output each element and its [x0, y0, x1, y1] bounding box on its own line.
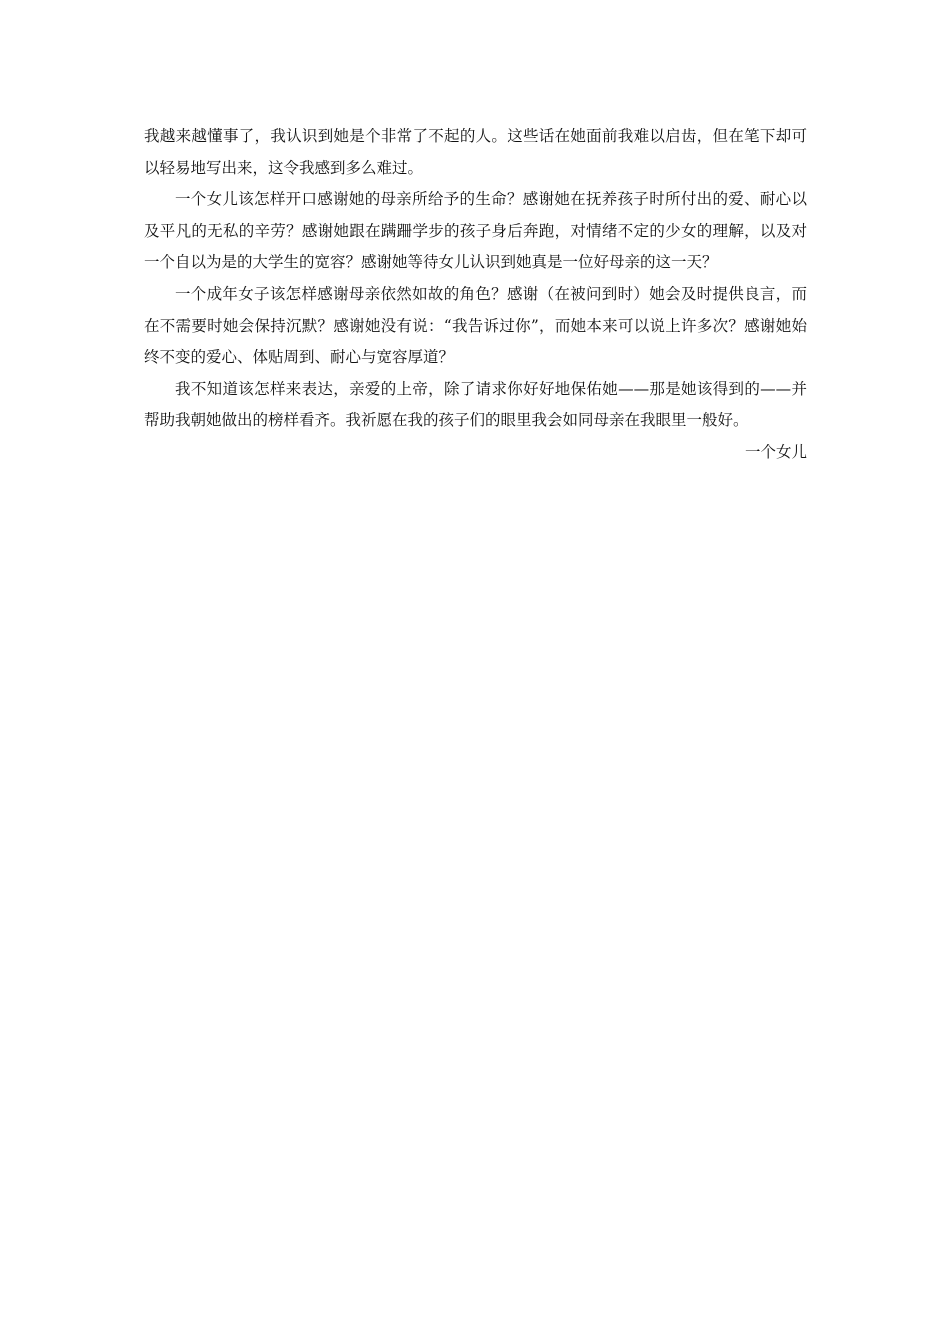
signature: 一个女儿 [744, 442, 807, 461]
paragraph-1: 我越来越懂事了，我认识到她是个非常了不起的人。这些话在她面前我难以启齿，但在笔下却可以轻易地写出来，这令我感到多么难过。 [144, 127, 807, 177]
paragraph-3: 一个成年女子该怎样感谢母亲依然如故的角色？感谢（在被问到时）她会及时提供良言，而在不需要时她会保持沉默？感谢她没有说：“我告诉过你”，而她本来可以说上许多次？感谢她始终不变的爱心、体贴周到、耐心与宽容厚道？ [144, 284, 807, 367]
paragraph-2: 一个女儿该怎样开口感谢她的母亲所给予的生命？感谢她在抚养孩子时所付出的爱、耐心以及平凡的无私的辛劳？感谢她跟在蹒跚学步的孩子身后奔跑，对情绪不定的少女的理解，以及对一个自以为是的大学生的宽容？感谢她等待女儿认识到她真是一位好母亲的这一天？ [144, 190, 807, 272]
paragraph-4: 我不知道该怎样来表达，亲爱的上帝，除了请求你好好地保佑她——那是她该得到的——并帮助我朝她做出的榜样看齐。我祈愿在我的孩子们的眼里我会如同母亲在我眼里一般好。 [144, 379, 807, 430]
document-body [144, 121, 807, 469]
